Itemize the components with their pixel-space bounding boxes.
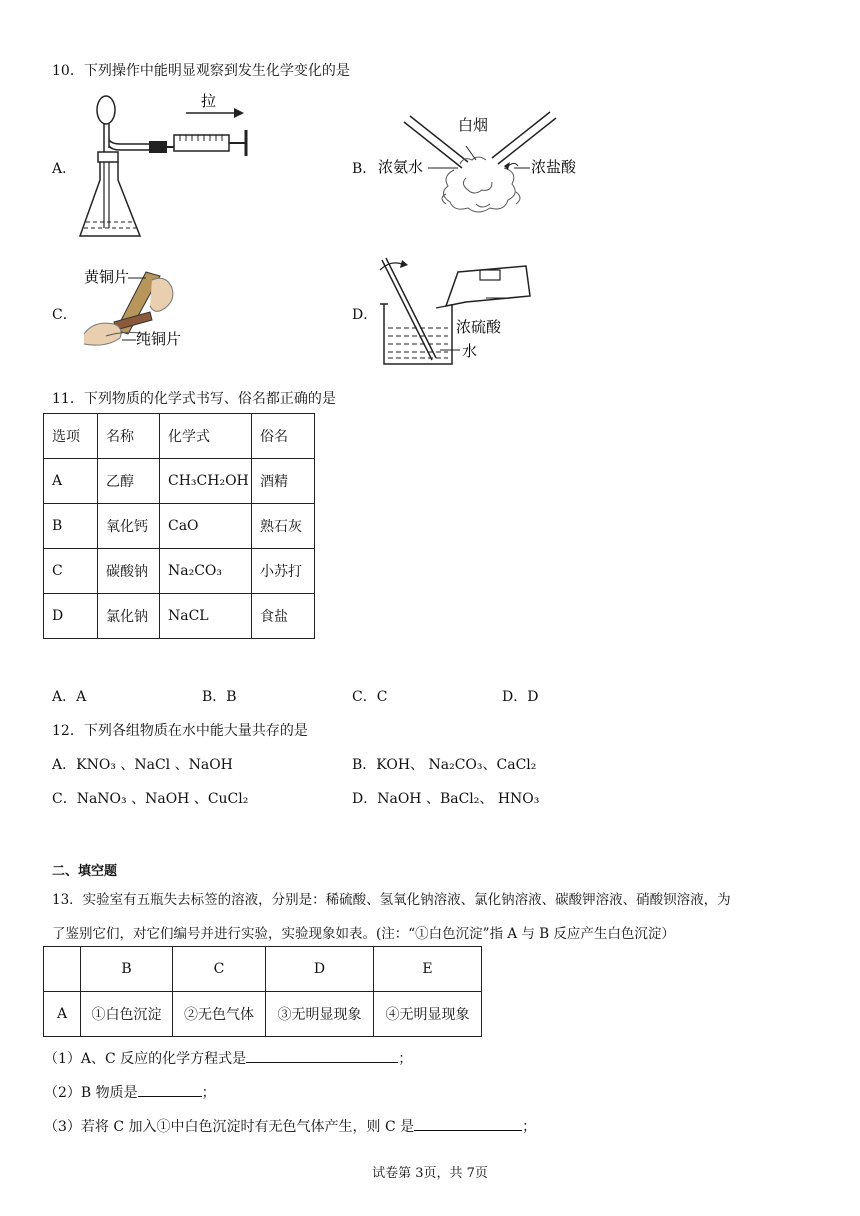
conc-sulfuric-label: 浓硫酸 (456, 318, 502, 336)
cell-option: A (44, 459, 98, 504)
brass-plate-label: 黄铜片 (84, 268, 130, 286)
q12-answer-d: D．NaOH 、BaCl₂、 HNO₃ (352, 791, 540, 807)
cell-formula: NaCL (160, 594, 252, 639)
table-row (44, 459, 315, 504)
cell-formula: CH₃CH₂OH (160, 459, 252, 504)
q13-sub3-end: ； (522, 1119, 537, 1135)
page-footer: 试卷第 3页，共 7页 (372, 1166, 488, 1181)
cell-a: A (44, 992, 81, 1037)
q10-option-b-letter: B． (352, 161, 377, 177)
q10-option-b-figure (376, 108, 586, 228)
q10-stem: 10．下列操作中能明显观察到发生化学变化的是 (52, 63, 350, 79)
q11-answer-a: A．A (52, 689, 87, 705)
pure-copper-label: 纯铜片 (136, 330, 182, 348)
header-blank (44, 947, 81, 992)
cell-name: 氧化钙 (98, 504, 160, 549)
header-c: C (173, 947, 266, 992)
header-d: D (266, 947, 374, 992)
q13-table (43, 946, 482, 1037)
q13-sub1-end: ； (398, 1051, 413, 1067)
q13-sub3-text: （3）若将 C 加入①中白色沉淀时有无色气体产生，则 C 是 (44, 1119, 415, 1135)
header-option: 选项 (44, 414, 98, 459)
pull-label: 拉 (201, 92, 217, 110)
table-header-row (44, 414, 315, 459)
header-formula: 化学式 (160, 414, 252, 459)
table-row (44, 594, 315, 639)
cell-ac: ②无色气体 (173, 992, 266, 1037)
cell-option: D (44, 594, 98, 639)
answer-blank-2[interactable] (138, 1082, 202, 1097)
water-label: 水 (462, 342, 478, 360)
header-common-name: 俗名 (252, 414, 315, 459)
q11-stem: 11．下列物质的化学式书写、俗名都正确的是 (52, 391, 336, 407)
q10-option-d-figure (376, 252, 536, 370)
white-smoke-label: 白烟 (458, 116, 489, 134)
conc-ammonia-label: 浓氨水 (378, 158, 424, 176)
cell-ab: ①白色沉淀 (81, 992, 173, 1037)
q11-answer-b: B．B (202, 689, 237, 705)
q10-option-d-letter: D． (352, 307, 378, 323)
q13-sub1 (44, 1048, 412, 1068)
cell-formula: CaO (160, 504, 252, 549)
q13-sub2-end: ； (201, 1085, 216, 1101)
q13-sub1-text: （1）A、C 反应的化学方程式是 (44, 1051, 247, 1067)
conc-hcl-label: 浓盐酸 (531, 158, 577, 176)
q12-answer-a: A．KNO₃ 、NaCl 、NaOH (52, 757, 233, 773)
q13-stem-line1: 13．实验室有五瓶失去标签的溶液，分别是：稀硫酸、氢氧化钠溶液、氯化钠溶液、碳酸钾溶液、硝酸钡溶液，为 (52, 892, 731, 908)
cell-formula: Na₂CO₃ (160, 549, 252, 594)
q12-stem: 12．下列各组物质在水中能大量共存的是 (52, 723, 308, 739)
header-e: E (374, 947, 482, 992)
q12-answer-c: C．NaNO₃ 、NaOH 、CuCl₂ (52, 791, 249, 807)
table-row (44, 549, 315, 594)
cell-name: 乙醇 (98, 459, 160, 504)
cell-option: B (44, 504, 98, 549)
q13-sub3 (44, 1116, 536, 1136)
cell-name: 氯化钠 (98, 594, 160, 639)
q13-sub2-text: （2）B 物质是 (44, 1085, 138, 1101)
section-title: 二、填空题 (52, 864, 118, 879)
cell-common-name: 小苏打 (252, 549, 315, 594)
cell-common-name: 熟石灰 (252, 504, 315, 549)
q12-answer-b: B．KOH、 Na₂CO₃、CaCl₂ (352, 757, 537, 773)
table-row (44, 504, 315, 549)
q10-option-c-letter: C． (52, 307, 77, 323)
q11-answer-c: C．C (352, 689, 388, 705)
q11-table (43, 413, 315, 639)
answer-blank-3[interactable] (414, 1116, 522, 1131)
cell-ad: ③无明显现象 (266, 992, 374, 1037)
header-name: 名称 (98, 414, 160, 459)
table-header-row (44, 947, 482, 992)
q13-stem-line2: 了鉴别它们，对它们编号并进行实验，实验现象如表。(注：“①白色沉淀”指 A 与 B 反应产生白色沉淀） (52, 926, 675, 942)
q10-option-a-letter: A． (52, 161, 77, 177)
q10-option-a-figure (74, 88, 264, 243)
cell-ae: ④无明显现象 (374, 992, 482, 1037)
cell-common-name: 食盐 (252, 594, 315, 639)
q13-sub2 (44, 1082, 216, 1102)
cell-name: 碳酸钠 (98, 549, 160, 594)
cell-option: C (44, 549, 98, 594)
header-b: B (81, 947, 173, 992)
answer-blank-1[interactable] (246, 1048, 398, 1063)
q11-answer-d: D．D (502, 689, 539, 705)
q10-option-c-figure (76, 262, 196, 354)
cell-common-name: 酒精 (252, 459, 315, 504)
table-row (44, 992, 482, 1037)
